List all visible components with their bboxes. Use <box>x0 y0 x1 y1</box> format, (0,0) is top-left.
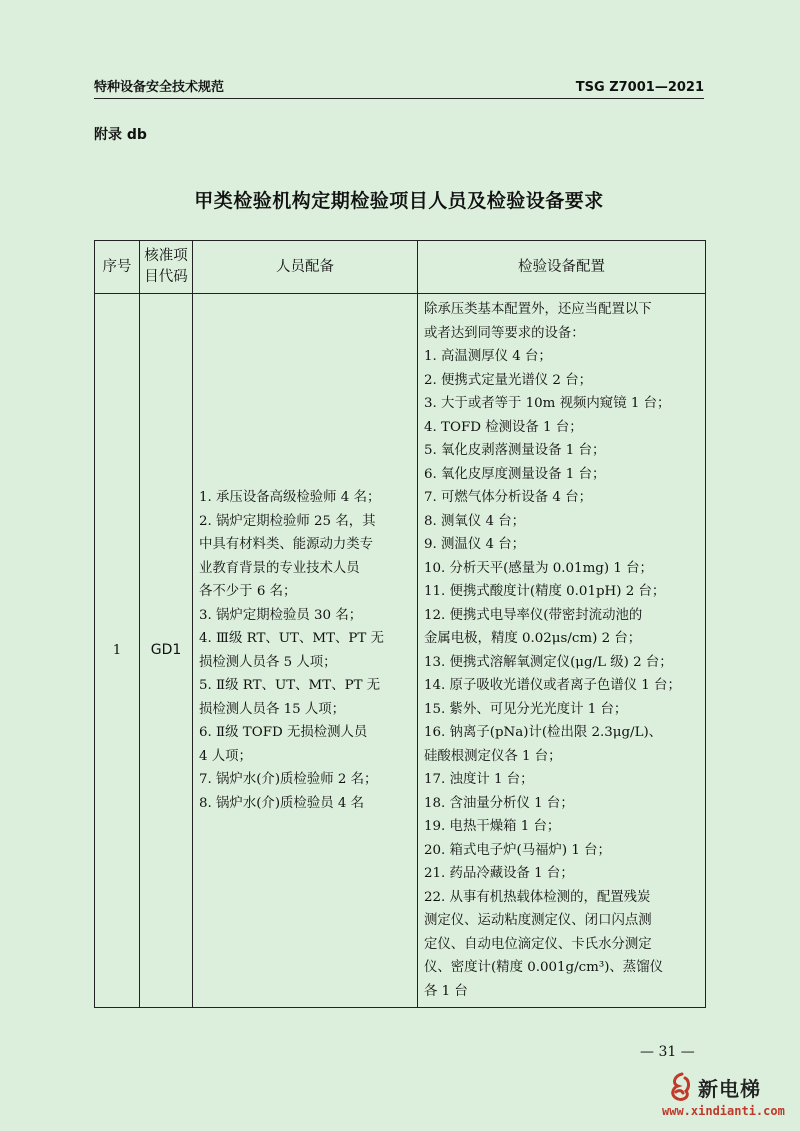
col-header-equipment: 检验设备配置 <box>418 241 706 294</box>
equipment-line: 10. 分析天平(感量为 0.01mg) 1 台； <box>424 560 653 576</box>
equipment-line: 17. 浊度计 1 台； <box>424 772 534 787</box>
equipment-line: 各 1 台 <box>424 983 468 999</box>
staff-line: 2. 锅炉定期检验师 25 名，其 <box>199 513 376 529</box>
staff-line: 3. 锅炉定期检验员 30 名； <box>199 607 363 623</box>
header-right-text: TSG Z7001—2021 <box>575 80 704 95</box>
equipment-line: 4. TOFD 检测设备 1 台； <box>424 419 583 435</box>
col-header-code-line: 目代码 <box>144 269 188 285</box>
equipment-line: 12. 便携式电导率仪(带密封流动池的 <box>424 607 643 623</box>
staff-line: 各不少于 6 名； <box>199 584 297 599</box>
staff-line: 8. 锅炉水(介)质检验员 4 名 <box>199 795 365 811</box>
equipment-line: 除承压类基本配置外，还应当配置以下 <box>424 302 652 317</box>
row-code: GD1 <box>140 294 193 1008</box>
col-header-code-line: 核准项 <box>144 248 188 264</box>
page-title: 甲类检验机构定期检验项目人员及检验设备要求 <box>194 190 604 212</box>
equipment-line: 2. 便携式定量光谱仪 2 台； <box>424 372 592 388</box>
staff-line: 6. Ⅱ级 TOFD 无损检测人员 <box>199 725 368 740</box>
equipment-line: 测定仪、运动粘度测定仪、闭口闪点测 <box>424 913 652 928</box>
equipment-line: 19. 电热干燥箱 1 台； <box>424 819 561 834</box>
table-row <box>95 294 706 1008</box>
equipment-line: 7. 可燃气体分析设备 4 台； <box>424 490 592 505</box>
header-rule <box>94 98 704 99</box>
page-number: — 31 — <box>640 1044 695 1060</box>
staff-line: 4. Ⅲ级 RT、UT、MT、PT 无 <box>199 631 384 646</box>
equipment-line: 8. 测氧仪 4 台； <box>424 513 526 529</box>
equipment-line: 21. 药品冷藏设备 1 台； <box>424 866 574 881</box>
equipment-line: 硅酸根测定仪各 1 台； <box>424 748 562 764</box>
staff-line: 中具有材料类、能源动力类专 <box>199 537 374 552</box>
equipment-line: 仪、密度计(精度 0.001g/cm³)、蒸馏仪 <box>424 960 663 975</box>
equipment-line: 16. 钠离子(pNa)计(检出限 2.3μg/L)、 <box>424 725 663 740</box>
logo-mark-icon <box>668 1072 692 1102</box>
equipment-line: 13. 便携式溶解氧测定仪(μg/L 级) 2 台； <box>424 654 673 670</box>
equipment-cell <box>418 294 706 1008</box>
staff-line: 1. 承压设备高级检验师 4 名； <box>199 490 381 505</box>
staff-line: 4 人项； <box>199 748 252 764</box>
equipment-line: 金属电极，精度 0.02μs/cm) 2 台； <box>424 631 642 646</box>
requirements-table <box>94 240 706 1008</box>
equipment-line: 11. 便携式酸度计(精度 0.01pH) 2 台； <box>424 584 666 599</box>
equipment-line: 3. 大于或者等于 10m 视频内窥镜 1 台； <box>424 396 671 411</box>
staff-line: 业教育背景的专业技术人员 <box>199 560 360 576</box>
header-left-text: 特种设备安全技术规范 <box>94 80 225 95</box>
row-number: 1 <box>95 294 140 1008</box>
appendix-label: 附录 db <box>94 127 147 143</box>
staff-line: 损检测人员各 15 人项； <box>199 701 346 717</box>
equipment-line: 18. 含油量分析仪 1 台； <box>424 795 574 811</box>
staff-cell <box>193 294 418 1008</box>
equipment-line: 20. 箱式电子炉(马福炉) 1 台； <box>424 842 611 858</box>
site-logo <box>668 1072 761 1102</box>
equipment-line: 14. 原子吸收光谱仪或者离子色谱仪 1 台； <box>424 678 681 693</box>
table-header-row <box>95 241 706 294</box>
staff-line: 5. Ⅱ级 RT、UT、MT、PT 无 <box>199 678 381 693</box>
equipment-line: 9. 测温仪 4 台； <box>424 537 526 552</box>
equipment-line: 15. 紫外、可见分光光度计 1 台； <box>424 701 628 717</box>
staff-line: 损检测人员各 5 人项； <box>199 654 337 670</box>
equipment-line: 5. 氧化皮剥落测量设备 1 台； <box>424 443 606 458</box>
equipment-line: 定仪、自动电位滴定仪、卡氏水分测定 <box>424 936 652 952</box>
equipment-line: 6. 氧化皮厚度测量设备 1 台； <box>424 466 606 482</box>
equipment-line: 1. 高温测厚仪 4 台； <box>424 349 552 364</box>
logo-text: 新电梯 <box>698 1076 761 1101</box>
col-header-code <box>140 241 193 294</box>
page-header <box>94 76 704 95</box>
col-header-no: 序号 <box>95 241 140 294</box>
logo-url: www.xindianti.com <box>662 1104 785 1118</box>
col-header-staff: 人员配备 <box>193 241 418 294</box>
equipment-line: 22. 从事有机热载体检测的，配置残炭 <box>424 889 651 905</box>
equipment-line: 或者达到同等要求的设备： <box>424 325 585 341</box>
staff-line: 7. 锅炉水(介)质检验师 2 名； <box>199 772 378 787</box>
